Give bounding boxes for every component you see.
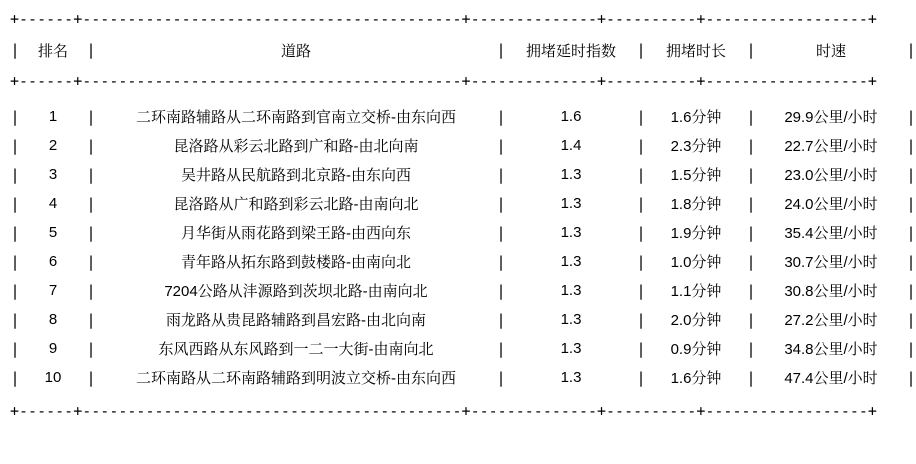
cell-road: 东风西路从东风路到一二一大街-由南向北 — [158, 341, 434, 358]
pipe-separator: | — [906, 223, 916, 242]
column-header-rank: 排名 — [37, 42, 68, 60]
pipe-separator: | — [746, 223, 756, 242]
table-row — [10, 102, 916, 131]
pipe-separator: | — [746, 107, 756, 126]
cell-speed: 22.7公里/小时 — [784, 138, 878, 155]
congestion-ranking-table — [10, 10, 916, 420]
cell-rank: 9 — [48, 340, 58, 357]
cell-index: 1.3 — [560, 224, 582, 241]
cell-index: 1.6 — [560, 108, 582, 125]
cell-duration: 1.5分钟 — [670, 167, 722, 184]
cell-index: 1.3 — [560, 282, 582, 299]
pipe-separator: | — [496, 107, 506, 126]
table-row — [10, 334, 916, 363]
cell-rank: 10 — [44, 369, 62, 386]
table-row — [10, 276, 916, 305]
pipe-separator: | — [746, 41, 756, 59]
cell-duration: 1.9分钟 — [670, 225, 722, 242]
cell-rank: 2 — [48, 137, 58, 154]
pipe-separator: | — [496, 339, 506, 358]
table-rule-header — [10, 72, 916, 90]
pipe-separator: | — [906, 339, 916, 358]
pipe-separator: | — [746, 281, 756, 300]
table-rule-top — [10, 10, 916, 28]
cell-duration: 1.6分钟 — [670, 370, 722, 387]
pipe-separator: | — [496, 310, 506, 329]
cell-road: 吴井路从民航路到北京路-由东向西 — [181, 167, 411, 184]
cell-index: 1.3 — [560, 369, 582, 386]
cell-road: 二环南路从二环南路辅路到明波立交桥-由东向西 — [136, 370, 456, 387]
pipe-separator: | — [10, 310, 20, 329]
table-row — [10, 131, 916, 160]
pipe-separator: | — [10, 194, 20, 213]
pipe-separator: | — [86, 339, 96, 358]
pipe-separator: | — [906, 368, 916, 387]
rule-line-text: +------+------------------------------------------+--------------+----------+------------------+ — [10, 72, 877, 90]
pipe-separator: | — [496, 41, 506, 59]
pipe-separator: | — [906, 310, 916, 329]
pipe-separator: | — [746, 310, 756, 329]
pipe-separator: | — [636, 107, 646, 126]
pipe-separator: | — [86, 368, 96, 387]
pipe-separator: | — [496, 194, 506, 213]
cell-road: 雨龙路从贵昆路辅路到昌宏路-由北向南 — [166, 312, 426, 329]
pipe-separator: | — [636, 252, 646, 271]
cell-rank: 7 — [48, 282, 58, 299]
pipe-separator: | — [636, 136, 646, 155]
rule-line-text: +------+------------------------------------------+--------------+----------+------------------+ — [10, 10, 877, 28]
cell-rank: 1 — [48, 108, 58, 125]
cell-speed: 30.7公里/小时 — [784, 254, 878, 271]
cell-duration: 0.9分钟 — [670, 341, 722, 358]
pipe-separator: | — [906, 252, 916, 271]
table-rule-bottom — [10, 402, 916, 420]
cell-index: 1.4 — [560, 137, 582, 154]
pipe-separator: | — [86, 310, 96, 329]
cell-duration: 1.8分钟 — [670, 196, 722, 213]
column-header-speed: 时速 — [815, 42, 846, 60]
table-row — [10, 363, 916, 392]
pipe-separator: | — [636, 41, 646, 59]
pipe-separator: | — [906, 194, 916, 213]
spacer-row — [10, 392, 916, 402]
pipe-separator: | — [636, 310, 646, 329]
pipe-separator: | — [86, 281, 96, 300]
cell-road: 7204公路从沣源路到茨坝北路-由南向北 — [164, 283, 428, 300]
pipe-separator: | — [636, 368, 646, 387]
cell-rank: 5 — [48, 224, 58, 241]
pipe-separator: | — [496, 136, 506, 155]
pipe-separator: | — [496, 165, 506, 184]
cell-road: 二环南路辅路从二环南路到官南立交桥-由东向西 — [136, 109, 456, 126]
cell-rank: 8 — [48, 311, 58, 328]
pipe-separator: | — [10, 223, 20, 242]
pipe-separator: | — [496, 368, 506, 387]
pipe-separator: | — [10, 339, 20, 358]
table-body — [10, 10, 916, 420]
pipe-separator: | — [86, 165, 96, 184]
pipe-separator: | — [746, 136, 756, 155]
pipe-separator: | — [10, 136, 20, 155]
cell-speed: 23.0公里/小时 — [784, 167, 878, 184]
pipe-separator: | — [906, 136, 916, 155]
cell-index: 1.3 — [560, 195, 582, 212]
cell-rank: 6 — [48, 253, 58, 270]
pipe-separator: | — [636, 281, 646, 300]
pipe-separator: | — [86, 107, 96, 126]
pipe-separator: | — [10, 41, 20, 59]
pipe-separator: | — [636, 223, 646, 242]
cell-speed: 27.2公里/小时 — [784, 312, 878, 329]
table-row — [10, 218, 916, 247]
cell-speed: 24.0公里/小时 — [784, 196, 878, 213]
cell-duration: 2.3分钟 — [670, 138, 722, 155]
cell-speed: 47.4公里/小时 — [784, 370, 878, 387]
cell-speed: 34.8公里/小时 — [784, 341, 878, 358]
pipe-separator: | — [746, 194, 756, 213]
table-row — [10, 247, 916, 276]
cell-speed: 30.8公里/小时 — [784, 283, 878, 300]
pipe-separator: | — [496, 223, 506, 242]
cell-road: 昆洛路从广和路到彩云北路-由南向北 — [173, 196, 419, 213]
pipe-separator: | — [496, 252, 506, 271]
cell-rank: 4 — [48, 195, 58, 212]
pipe-separator: | — [86, 136, 96, 155]
pipe-separator: | — [746, 339, 756, 358]
cell-duration: 1.0分钟 — [670, 254, 722, 271]
pipe-separator: | — [636, 339, 646, 358]
pipe-separator: | — [906, 165, 916, 184]
pipe-separator: | — [86, 223, 96, 242]
table-header-row — [10, 28, 916, 72]
cell-index: 1.3 — [560, 340, 582, 357]
pipe-separator: | — [10, 368, 20, 387]
cell-index: 1.3 — [560, 166, 582, 183]
pipe-separator: | — [10, 165, 20, 184]
cell-speed: 35.4公里/小时 — [784, 225, 878, 242]
pipe-separator: | — [906, 41, 916, 59]
cell-road: 昆洛路从彩云北路到广和路-由北向南 — [173, 138, 419, 155]
pipe-separator: | — [906, 281, 916, 300]
pipe-separator: | — [636, 194, 646, 213]
pipe-separator: | — [746, 368, 756, 387]
rule-line-text: +------+------------------------------------------+--------------+----------+------------------+ — [10, 402, 877, 420]
pipe-separator: | — [746, 252, 756, 271]
column-header-duration: 拥堵时长 — [665, 42, 726, 60]
cell-index: 1.3 — [560, 253, 582, 270]
cell-index: 1.3 — [560, 311, 582, 328]
pipe-separator: | — [10, 281, 20, 300]
cell-duration: 1.6分钟 — [670, 109, 722, 126]
pipe-separator: | — [86, 194, 96, 213]
spacer-row — [10, 90, 916, 102]
pipe-separator: | — [86, 252, 96, 271]
cell-duration: 2.0分钟 — [670, 312, 722, 329]
pipe-separator: | — [746, 165, 756, 184]
pipe-separator: | — [906, 107, 916, 126]
cell-speed: 29.9公里/小时 — [784, 109, 878, 126]
column-header-road: 道路 — [280, 42, 311, 60]
table-row — [10, 160, 916, 189]
cell-rank: 3 — [48, 166, 58, 183]
pipe-separator: | — [86, 41, 96, 59]
table-row — [10, 305, 916, 334]
cell-duration: 1.1分钟 — [670, 283, 722, 300]
table-row — [10, 189, 916, 218]
column-header-index: 拥堵延时指数 — [525, 42, 616, 60]
cell-road: 青年路从拓东路到鼓楼路-由南向北 — [181, 254, 411, 271]
pipe-separator: | — [10, 107, 20, 126]
cell-road: 月华街从雨花路到梁王路-由西向东 — [181, 225, 411, 242]
pipe-separator: | — [636, 165, 646, 184]
pipe-separator: | — [10, 252, 20, 271]
pipe-separator: | — [496, 281, 506, 300]
